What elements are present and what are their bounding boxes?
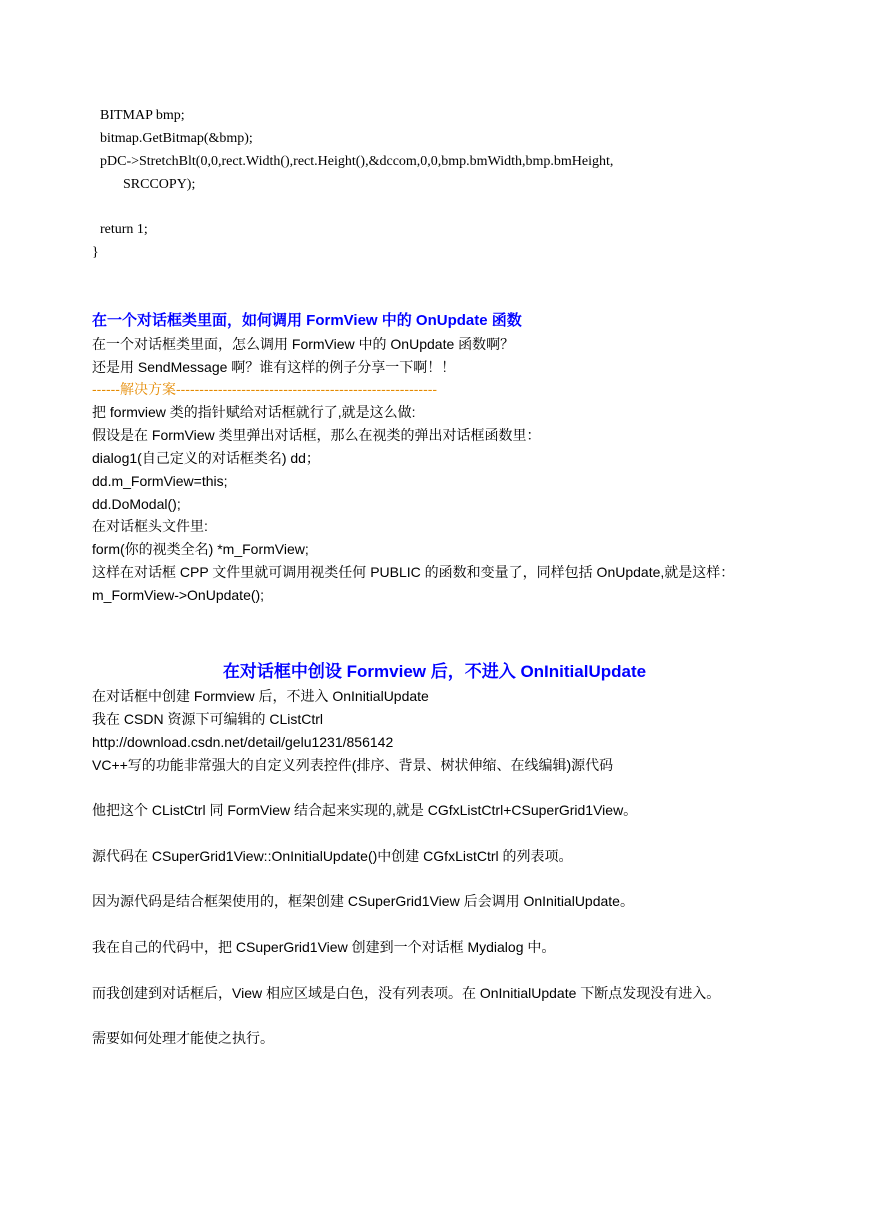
answer-line: dd.m_FormView=this;	[92, 473, 228, 489]
intro-line: 我在 CSDN 资源下可编辑的 CListCtrl	[92, 711, 324, 727]
code-line: }	[92, 245, 99, 260]
intro-line: 在对话框中创建 Formview 后，不进入 OnInitialUpdate	[92, 688, 429, 704]
download-link[interactable]: http://download.csdn.net/detail/gelu1231/856142	[92, 734, 394, 750]
paragraph: 需要如何处理才能使之执行。	[92, 1030, 274, 1046]
section2-title: 在对话框中创设 Formview 后，不进入 OnInitialUpdate	[222, 662, 647, 681]
paragraph: 源代码在 CSuperGrid1View::OnInitialUpdate()中创建 CGfxListCtrl 的列表项。	[92, 848, 573, 864]
question-line: 还是用 SendMessage 啊？谁有这样的例子分享一下啊！！	[92, 359, 456, 375]
intro-line: VC++写的功能非常强大的自定义列表控件(排序、背景、树状伸缩、在线编辑)源代码	[92, 757, 614, 773]
question-line: 在一个对话框类里面，怎么调用 FormView 中的 OnUpdate 函数啊？	[92, 336, 515, 352]
answer-line: 这样在对话框 CPP 文件里就可调用视类任何 PUBLIC 的函数和变量了，同样包括 OnUpdate,就是这样：	[92, 564, 735, 580]
paragraph: 我在自己的代码中，把 CSuperGrid1View 创建到一个对话框 Mydialog 中。	[92, 939, 556, 955]
answer-line: 在对话框头文件里:	[92, 518, 208, 534]
paragraph: 而我创建到对话框后，View 相应区域是白色，没有列表项。在 OnInitialUpdate 下断点发现没有进入。	[92, 985, 721, 1001]
answer-line: dialog1(自己定义的对话框类名) dd；	[92, 450, 320, 466]
answer-line: dd.DoModal();	[92, 496, 181, 512]
code-line: BITMAP bmp;	[100, 108, 185, 123]
solution-separator: ------解决方案--------------------------------------------------------	[92, 381, 438, 397]
code-line: pDC->StretchBlt(0,0,rect.Width(),rect.Height(),&dccom,0,0,bmp.bmWidth,bmp.bmHeight,	[100, 154, 614, 169]
answer-line: 假设是在 FormView 类里弹出对话框，那么在视类的弹出对话框函数里：	[92, 427, 541, 443]
paragraph: 他把这个 CListCtrl 同 FormView 结合起来实现的,就是 CGfxListCtrl+CSuperGrid1View。	[92, 802, 638, 818]
code-line: SRCCOPY);	[123, 177, 196, 192]
section1-title: 在一个对话框类里面，如何调用 FormView 中的 OnUpdate 函数	[92, 312, 522, 329]
answer-line: m_FormView->OnUpdate();	[92, 587, 265, 603]
code-line: bitmap.GetBitmap(&bmp);	[100, 131, 253, 146]
answer-line: form(你的视类全名) *m_FormView;	[92, 541, 309, 557]
code-line: return 1;	[100, 222, 148, 237]
answer-line: 把 formview 类的指针赋给对话框就行了,就是这么做:	[92, 404, 416, 420]
paragraph: 因为源代码是结合框架使用的，框架创建 CSuperGrid1View 后会调用 OnInitialUpdate。	[92, 893, 634, 909]
